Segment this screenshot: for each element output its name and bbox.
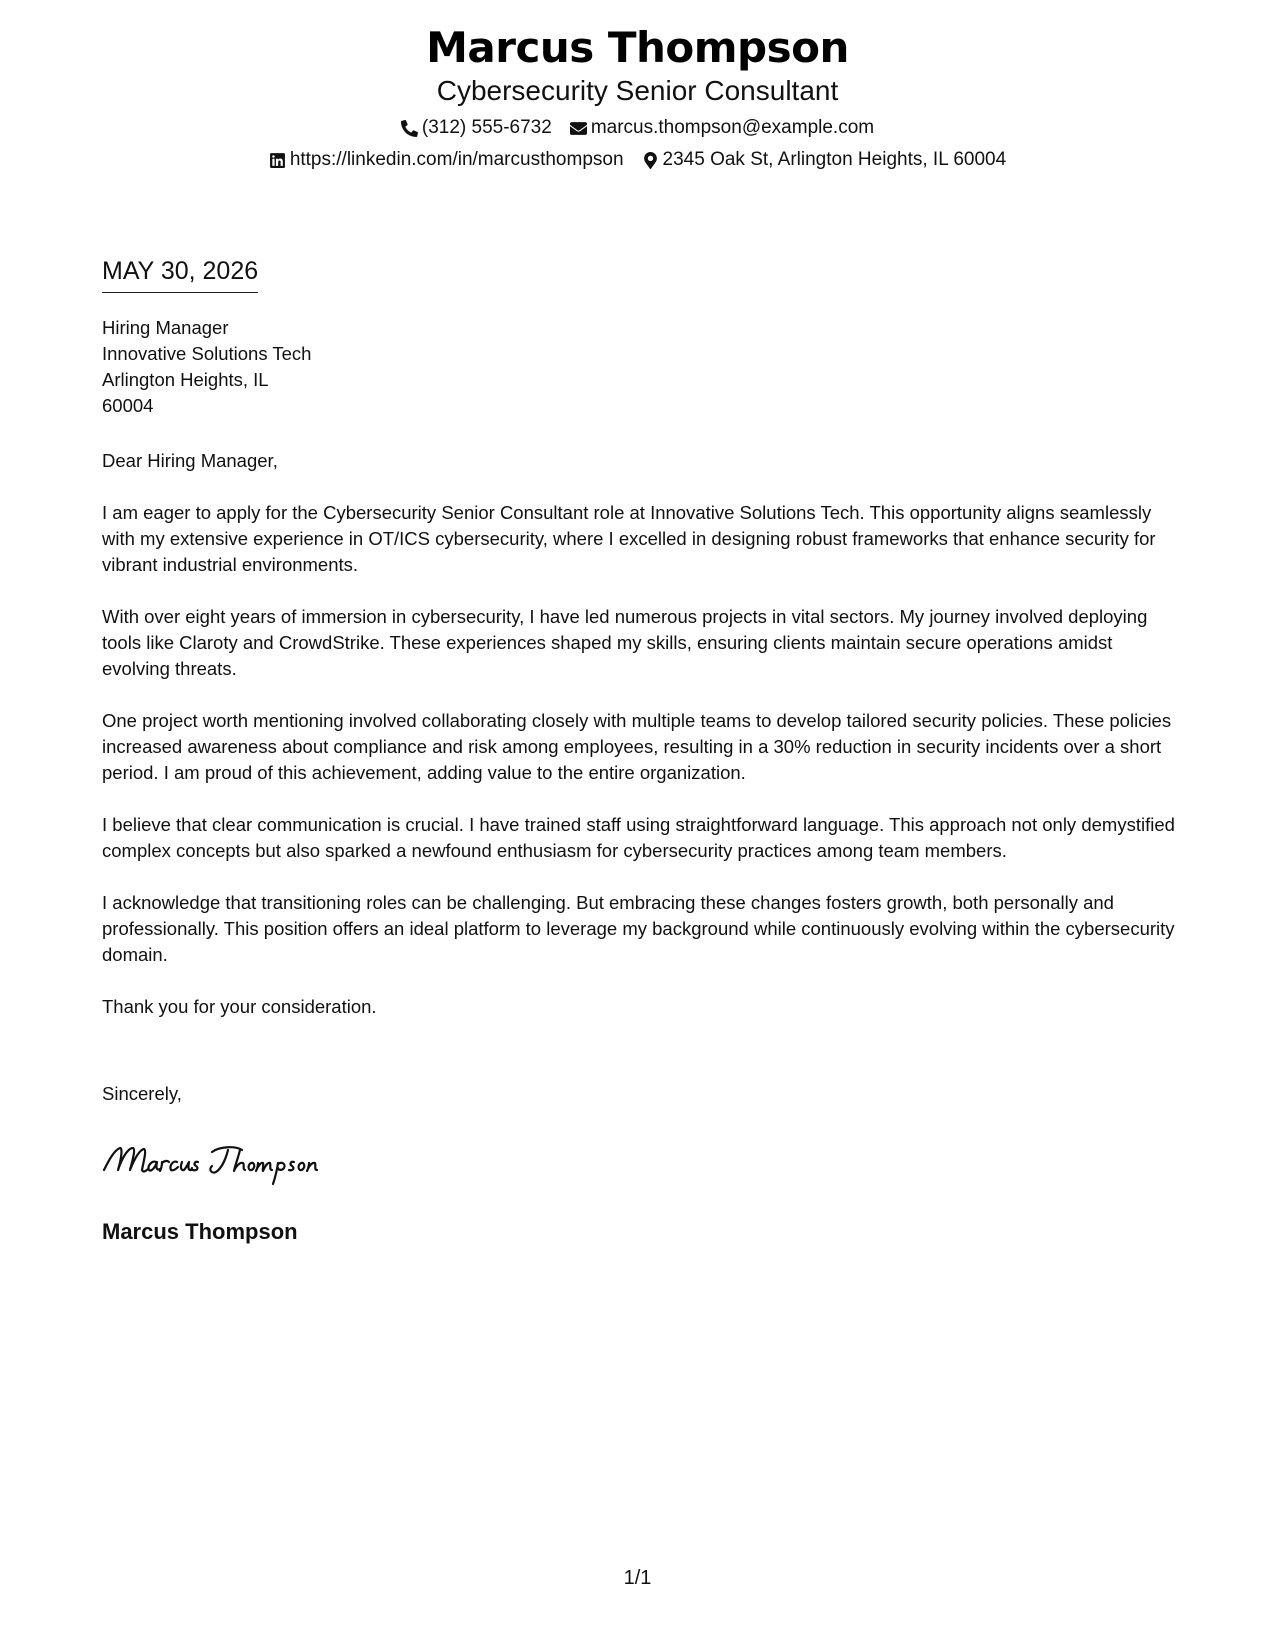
- body-paragraph: I am eager to apply for the Cybersecurity Senior Consultant role at Innovative Solutions Tech. This opportunity aligns seamlessly with my extensive experience in OT/ICS cybersecurity, where I excelled in designing robust frameworks that enhance security for vibrant industrial environments.: [102, 502, 1156, 575]
- contact-phone: [401, 116, 552, 140]
- recipient-line: 60004: [102, 395, 154, 416]
- body-paragraph: With over eight years of immersion in cybersecurity, I have led numerous projects in vital sectors. My journey involved deploying tools like Claroty and CrowdStrike. These experiences shaped my skills, ensuring clients maintain secure operations amidst evolving threats.: [102, 606, 1148, 679]
- body-paragraph: I believe that clear communication is crucial. I have trained staff using straightforward language. This approach not only demystified complex concepts but also sparked a newfound enthusiasm for cybersecurity practices among team members.: [102, 814, 1175, 861]
- envelope-icon: [570, 120, 587, 137]
- email-address: marcus.thompson@example.com: [590, 117, 875, 138]
- signature-image: [100, 1140, 362, 1188]
- recipient-block: [102, 315, 311, 419]
- applicant-name: Marcus Thompson: [426, 23, 849, 72]
- applicant-title: Cybersecurity Senior Consultant: [436, 75, 839, 106]
- phone-icon: [401, 120, 418, 137]
- recipient-line: Hiring Manager: [102, 317, 229, 338]
- letter-header: [0, 22, 1275, 172]
- body-paragraph: Thank you for your consideration.: [102, 996, 377, 1017]
- linkedin-icon: [269, 152, 286, 169]
- letter-body: [102, 448, 1182, 1046]
- salutation: Dear Hiring Manager,: [102, 450, 278, 471]
- letter-date: MAY 30, 2026: [102, 256, 258, 293]
- phone-number: (312) 555-6732: [421, 117, 552, 138]
- contact-address: [642, 148, 1007, 172]
- recipient-line: Innovative Solutions Tech: [102, 343, 312, 364]
- body-paragraph: One project worth mentioning involved collaborating closely with multiple teams to develop tailored security policies. These policies increased awareness about compliance and risk among employees, resulting in a 30% reduction in security incidents over a short period. I am proud of this achievement, adding value to the entire organization.: [102, 710, 1172, 783]
- signer-name: Marcus Thompson: [102, 1219, 298, 1244]
- contact-row-primary: [0, 116, 1275, 140]
- contact-row-secondary: [0, 148, 1275, 172]
- linkedin-url: https://linkedin.com/in/marcusthompson: [289, 149, 624, 170]
- contact-email: [570, 116, 874, 140]
- street-address: 2345 Oak St, Arlington Heights, IL 60004: [662, 149, 1007, 170]
- map-pin-icon: [642, 152, 659, 169]
- recipient-line: Arlington Heights, IL: [102, 369, 269, 390]
- closing-line: Sincerely,: [102, 1083, 182, 1104]
- contact-linkedin: [269, 148, 624, 172]
- handwritten-signature: [100, 1140, 362, 1188]
- page-number: 1/1: [623, 1567, 652, 1589]
- body-paragraph: I acknowledge that transitioning roles can be challenging. But embracing these changes fosters growth, both personally and professionally. This position offers an ideal platform to leverage my background while continuously evolving within the cybersecurity domain.: [102, 892, 1175, 965]
